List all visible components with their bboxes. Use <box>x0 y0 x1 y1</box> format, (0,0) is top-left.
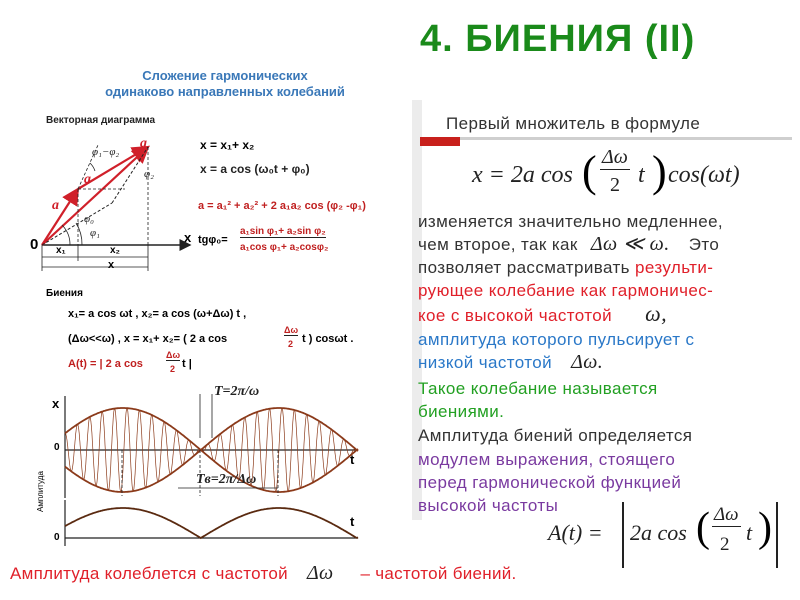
amp-bar-right <box>776 502 778 568</box>
label-phi0: φ₀ <box>84 213 94 225</box>
label-x1: x₁ <box>56 245 66 256</box>
graph1-x-label: t <box>350 452 355 467</box>
amp-lhs: A(t) = <box>548 520 603 545</box>
para1-line5-text: кое с высокой частотой <box>418 306 613 325</box>
amp-t: t <box>746 520 753 545</box>
graph2-zero: 0 <box>54 532 60 543</box>
period-label: T=2π/ω <box>214 384 260 399</box>
label-a: a <box>84 172 91 187</box>
para3-line2: биениями. <box>418 402 505 421</box>
left-heading <box>60 68 390 100</box>
main-formula <box>472 144 762 208</box>
para1-line3b: результи- <box>635 258 714 277</box>
para1-line1: изменяется значительно медленнее, <box>418 212 724 231</box>
amp-bar-left <box>622 502 624 568</box>
amp-paren-right: ) <box>758 505 772 551</box>
amp-den: 2 <box>720 534 730 555</box>
formula-paren-left: ( <box>582 147 597 196</box>
para1-line2 <box>418 233 719 256</box>
para4-line1: Амплитуда биений определяется <box>418 426 693 445</box>
delta-omega-symbol-2: Δω. <box>571 351 604 373</box>
amp-inner: 2a cos <box>630 520 687 545</box>
para2-line1: амплитуда которого пульсирует с <box>418 330 695 349</box>
formula-den: 2 <box>610 174 620 196</box>
para5-line3: высокой частоты <box>418 496 559 515</box>
bottom-caption <box>10 562 517 585</box>
beat-eq-2-frac-den: 2 <box>288 339 294 349</box>
para1-line2b: Это <box>688 235 720 254</box>
left-panel <box>0 0 405 560</box>
eq-tg-den: a₁cos φ₁+ a₂cosφ₂ <box>240 242 329 253</box>
label-a1: a <box>52 198 59 213</box>
label-x2: x₂ <box>110 245 121 256</box>
eq-amplitude: a = a₁² + a₂² + 2 a₁a₂ cos (φ₂ -φ₁) <box>198 200 366 212</box>
amplitude-formula <box>548 500 788 572</box>
beat-eq-2-frac-num: Δω <box>284 325 299 335</box>
beat-eq-3-tail: t | <box>182 358 192 370</box>
beat-period-label: Tв=2π/Δω <box>196 472 257 487</box>
para2-line2 <box>418 351 603 374</box>
beat-eq-2: (Δω<<ω) , x = x₁+ x₂= ( 2 a cos <box>68 333 228 345</box>
label-phi1: φ₁ <box>90 227 100 239</box>
label-phi2: φ₂ <box>144 168 154 180</box>
label-phi1-phi2: φ₁−φ₂ <box>92 146 120 158</box>
beats-graph <box>40 388 370 548</box>
formula-lhs: x = 2a cos <box>472 162 573 188</box>
eq-sum: x = x₁+ x₂ <box>200 138 255 152</box>
para1-line3 <box>418 256 713 279</box>
vector-diagram-label: Векторная диаграмма <box>46 115 156 126</box>
para2-line2-text: низкой частотой <box>418 353 553 372</box>
beat-eq-2-tail: t ) cosωt . <box>302 333 354 345</box>
para1-line4: рующее колебание как гармоничес- <box>418 281 714 300</box>
formula-paren-right: ) <box>652 147 667 196</box>
intro-text: Первый множитель в формуле <box>446 114 701 133</box>
label-x-axis: x <box>184 230 192 245</box>
eq-tg-lhs: tgφ₀= <box>198 234 228 246</box>
formula-tail: cos(ωt) <box>668 162 740 188</box>
red-accent-bar <box>420 137 460 146</box>
amp-num: Δω <box>714 504 739 525</box>
beats-label: Биения <box>46 288 83 299</box>
beat-eq-3: A(t) = | 2 a cos <box>68 358 143 370</box>
bottom-delta-omega: Δω <box>306 562 334 584</box>
para5-line1: модулем выражения, стоящего <box>418 450 676 469</box>
para3-line1: Такое колебание называется <box>418 379 658 398</box>
omega-symbol: ω, <box>645 301 667 326</box>
eq-tg-num: a₁sin φ₁+ a₂sin φ₂ <box>240 226 326 237</box>
horizontal-rule <box>422 137 792 140</box>
formula-num: Δω <box>602 146 628 168</box>
para1-line5 <box>418 302 667 327</box>
beat-eq-3-frac-den: 2 <box>170 364 176 374</box>
eq-x-cos: x = a cos (ω₀t + φ₀) <box>200 162 310 176</box>
beat-eq-1: x₁= a cos ωt , x₂= a cos (ω+Δω) t , <box>68 308 247 320</box>
delta-omega-symbol: Δω ≪ ω. <box>590 233 670 255</box>
graph2-y-label: Амплитуда <box>36 471 45 512</box>
label-origin: 0 <box>30 236 39 253</box>
graph1-zero: 0 <box>54 442 60 453</box>
para5-line2: перед гармонической функцией <box>418 473 682 492</box>
bottom-text-2: – частотой биений. <box>360 564 517 583</box>
heading-line-2: одинаково направленных колебаний <box>105 84 345 99</box>
beat-eq-3-frac-num: Δω <box>166 350 181 360</box>
formula-t: t <box>638 162 645 188</box>
label-x-total: x <box>108 259 115 271</box>
bottom-text-1: Амплитуда колеблется с частотой <box>10 564 288 583</box>
label-a2: a <box>140 136 147 151</box>
para1-line3a: позволяет рассматривать <box>418 258 630 277</box>
page-title: 4. БИЕНИЯ (II) <box>420 18 696 60</box>
graph2-x-label: t <box>350 514 355 529</box>
amp-paren-left: ( <box>696 505 710 551</box>
graph1-y-label: x <box>52 396 60 411</box>
heading-line-1: Сложение гармонических <box>142 68 308 83</box>
para1-line2a: чем второе, так как <box>418 235 578 254</box>
